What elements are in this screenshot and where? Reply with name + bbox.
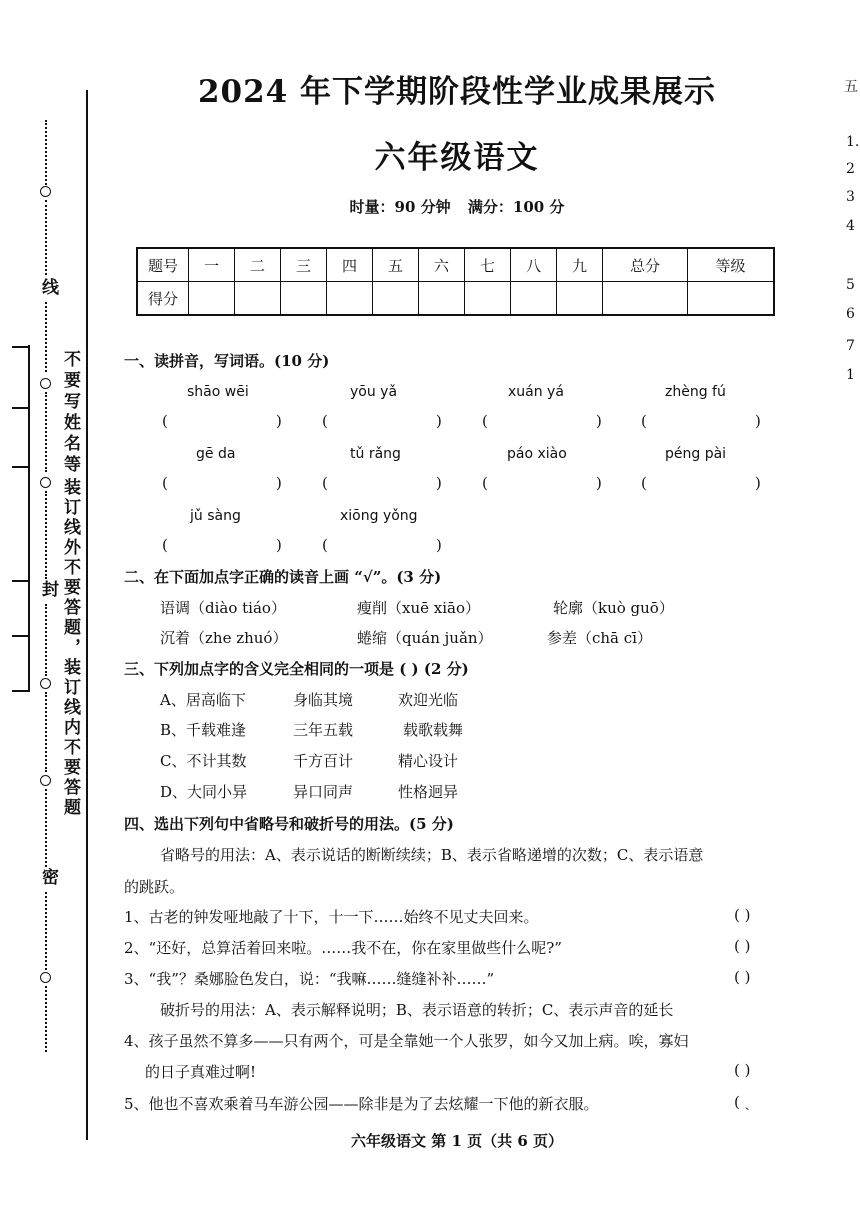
answer-bracket-right: ) — [276, 474, 282, 492]
next-page-edge-num: 5 — [846, 277, 855, 293]
score-input-cell[interactable] — [465, 282, 511, 316]
binding-tick — [12, 407, 30, 409]
answer-bracket-left: ( — [641, 474, 647, 492]
table-cell: 二 — [235, 248, 281, 282]
option-b-term: B、千载难逢 — [160, 721, 247, 739]
question-4-2: 2、“还好，总算活着回来啦。……我不在，你在家里做些什么呢?” — [124, 939, 562, 957]
table-cell: 六 — [419, 248, 465, 282]
table-cell: 一 — [189, 248, 235, 282]
next-page-edge-num: 2 — [846, 161, 855, 177]
question-4-1: 1、古老的钟发哑地敲了十下，十一下……始终不见丈夫回来。 — [124, 908, 539, 926]
score-input-cell[interactable] — [557, 282, 603, 316]
exam-time-info — [0, 196, 860, 217]
binding-border-line — [86, 90, 88, 1140]
binding-tick — [12, 635, 30, 637]
binding-secret-char: 密 — [38, 868, 58, 889]
table-cell: 四 — [327, 248, 373, 282]
score-input-cell[interactable] — [419, 282, 465, 316]
binding-circle — [40, 972, 51, 983]
ellipsis-usage-text-cont: 的跳跃。 — [124, 878, 185, 896]
answer-bracket-left: ( — [162, 474, 168, 492]
pinyin-label: zhèng fú — [665, 384, 726, 400]
answer-bracket-left: ( — [322, 412, 328, 430]
table-cell: 七 — [465, 248, 511, 282]
score-input-cell[interactable] — [189, 282, 235, 316]
answer-bracket-left: ( — [322, 536, 328, 554]
option-b-term: 载歌载舞 — [403, 721, 464, 739]
score-table — [136, 247, 775, 316]
next-page-edge-char: 五 — [844, 79, 858, 95]
option-a-term: A、居高临下 — [160, 691, 246, 709]
binding-circle — [40, 378, 51, 389]
full-score: 满分：100 分 — [467, 198, 565, 216]
score-table-score-row — [137, 282, 774, 316]
pinyin-label: yōu yǎ — [350, 384, 398, 400]
pinyin-label: péng pài — [665, 446, 727, 462]
option-c-term: 千方百计 — [293, 752, 354, 770]
binding-seal-char: 封 — [38, 580, 58, 601]
binding-dotted-line — [45, 692, 47, 772]
answer-bracket-left: ( — [482, 412, 488, 430]
page-footer: 六年级语文 第 1 页（共 6 页） — [351, 1132, 563, 1150]
answer-bracket-right: ) — [436, 536, 442, 554]
question-4-4: 4、孩子虽然不算多——只有两个，可是全靠她一个人张罗，如今又加上病。唉，寡妇 — [124, 1032, 689, 1050]
score-input-cell[interactable] — [281, 282, 327, 316]
binding-circle — [40, 477, 51, 488]
answer-blank[interactable]: ( ) — [734, 937, 751, 955]
answer-bracket-right: ) — [596, 412, 602, 430]
question-4-3: 3、“我”？桑娜脸色发白，说：“我嘛……缝缝补补……” — [124, 970, 495, 988]
option-d-term: 异口同声 — [293, 783, 354, 801]
answer-blank[interactable]: ( ) — [734, 968, 751, 986]
question-4-4-cont: 的日子真难过啊! — [145, 1063, 257, 1081]
next-page-edge-num: 7 — [846, 338, 855, 354]
binding-circle — [40, 775, 51, 786]
table-cell: 八 — [511, 248, 557, 282]
table-cell: 三 — [281, 248, 327, 282]
score-input-cell[interactable] — [688, 282, 775, 316]
option-a-term: 身临其境 — [293, 691, 354, 709]
next-page-edge-num: 1 — [846, 367, 855, 383]
ellipsis-usage-text: 省略号的用法：A、表示说话的断断续续；B、表示省略递增的次数；C、表示语意 — [160, 846, 704, 864]
binding-dotted-line — [45, 892, 47, 970]
reading-choice: 参差（chā cī） — [547, 629, 652, 647]
answer-bracket-right: ) — [276, 412, 282, 430]
reading-choice: 瘦削（xuē xiāo） — [357, 599, 480, 617]
answer-blank[interactable]: ( ) — [734, 1061, 751, 1079]
answer-bracket-left: ( — [322, 474, 328, 492]
answer-bracket-right: ) — [755, 412, 761, 430]
table-cell: 得分 — [137, 282, 189, 316]
option-c-term: C、不计其数 — [160, 752, 247, 770]
table-cell: 五 — [373, 248, 419, 282]
binding-dotted-line — [45, 604, 47, 676]
option-d-term: 性格迥异 — [398, 783, 459, 801]
pinyin-label: xuán yá — [508, 384, 564, 400]
table-cell: 题号 — [137, 248, 189, 282]
binding-line-char: 线 — [38, 278, 58, 299]
binding-dotted-line — [45, 789, 47, 867]
exam-title: 2024 年下学期阶段性学业成果展示 — [197, 74, 717, 110]
section-2-heading: 二、在下面加点字正确的读音上画 “√”。(3 分) — [124, 568, 442, 586]
score-input-cell[interactable] — [511, 282, 557, 316]
binding-dotted-line — [45, 302, 47, 372]
option-d-term: D、大同小异 — [160, 783, 248, 801]
binding-dotted-line — [45, 491, 47, 579]
pinyin-label: jǔ sàng — [190, 508, 241, 524]
answer-bracket-left: ( — [162, 536, 168, 554]
section-4-heading: 四、选出下列句中省略号和破折号的用法。(5 分) — [124, 815, 454, 833]
score-table-header-row — [137, 248, 774, 282]
answer-blank[interactable]: ( ) — [734, 906, 751, 924]
exam-subtitle: 六年级语文 — [374, 140, 540, 176]
score-input-cell[interactable] — [235, 282, 281, 316]
score-input-cell[interactable] — [373, 282, 419, 316]
answer-bracket-right: ) — [596, 474, 602, 492]
question-4-5: 5、他也不喜欢乘着马车游公园——除非是为了去炫耀一下他的新衣服。 — [124, 1095, 599, 1113]
section-1-heading: 一、读拼音，写词语。(10 分) — [124, 352, 330, 370]
binding-tick — [12, 580, 30, 582]
next-page-edge-num: 3 — [846, 189, 855, 205]
score-input-cell[interactable] — [327, 282, 373, 316]
answer-bracket-right: ) — [755, 474, 761, 492]
answer-bracket-right: ) — [276, 536, 282, 554]
binding-side-line — [28, 345, 30, 690]
pinyin-label: gē da — [196, 446, 236, 462]
next-page-edge-num: 1. — [846, 134, 860, 150]
section-3-heading: 三、下列加点字的含义完全相同的一项是 ( ) (2 分) — [124, 660, 469, 678]
table-cell: 总分 — [603, 248, 688, 282]
binding-dotted-line — [45, 392, 47, 472]
answer-bracket-right: ) — [436, 412, 442, 430]
answer-bracket-left: ( — [482, 474, 488, 492]
binding-tick — [12, 466, 30, 468]
binding-tick — [12, 346, 30, 348]
binding-name-warning: 不要写姓名等 — [60, 350, 80, 476]
pinyin-label: xiōng yǒng — [340, 508, 418, 524]
table-cell: 九 — [557, 248, 603, 282]
next-page-edge-num: 6 — [846, 306, 855, 322]
answer-bracket-right: ) — [436, 474, 442, 492]
score-input-cell[interactable] — [603, 282, 688, 316]
reading-choice: 蜷缩（quán juǎn） — [357, 629, 493, 647]
dash-usage-text: 破折号的用法：A、表示解释说明；B、表示语意的转折；C、表示声音的延长 — [160, 1001, 674, 1019]
binding-circle — [40, 678, 51, 689]
reading-choice: 轮廓（kuò guō） — [553, 599, 674, 617]
option-a-term: 欢迎光临 — [398, 691, 459, 709]
binding-dotted-line — [45, 986, 47, 1052]
option-b-term: 三年五载 — [293, 721, 354, 739]
reading-choice: 沉着（zhe zhuó） — [160, 629, 288, 647]
option-c-term: 精心设计 — [398, 752, 459, 770]
answer-bracket-left: ( — [641, 412, 647, 430]
pinyin-label: páo xiào — [507, 446, 567, 462]
binding-answer-warning: 装订线外不要答题，装订线内不要答题 — [60, 478, 80, 818]
reading-choice: 语调（diào tiáo） — [160, 599, 286, 617]
answer-bracket-left: ( — [162, 412, 168, 430]
pinyin-label: shāo wēi — [187, 384, 249, 400]
binding-tick — [12, 690, 30, 692]
answer-blank[interactable]: ( ˎ — [734, 1093, 750, 1111]
time-limit: 时量：90 分钟 — [349, 198, 451, 216]
table-cell: 等级 — [688, 248, 775, 282]
next-page-edge-num: 4 — [846, 218, 855, 234]
pinyin-label: tǔ rǎng — [350, 446, 401, 462]
